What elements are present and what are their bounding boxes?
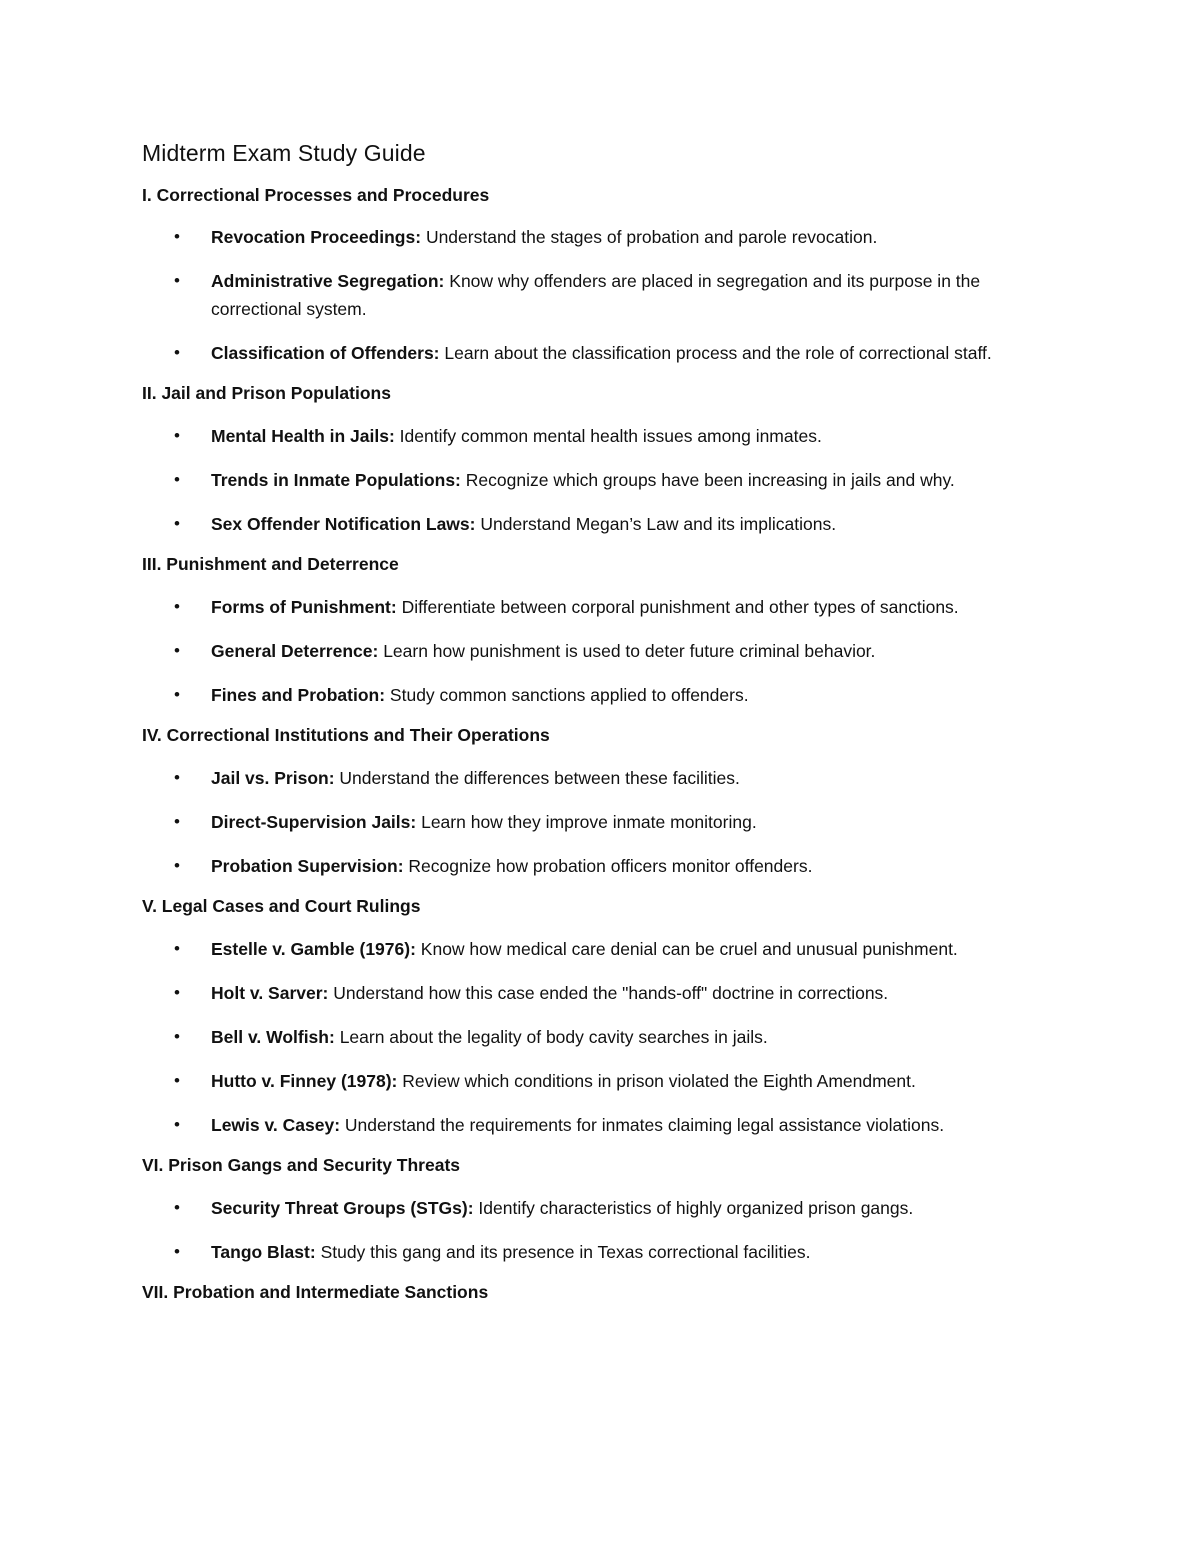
bullet-icon: • <box>174 641 180 661</box>
section-heading: III. Punishment and Deterrence <box>142 554 399 575</box>
item-term: Bell v. Wolfish: <box>211 1026 335 1047</box>
bullet-icon: • <box>174 470 180 490</box>
bullet-icon: • <box>174 343 180 363</box>
bullet-list <box>142 593 1072 709</box>
list-item <box>142 223 1072 251</box>
bullet-icon: • <box>174 426 180 446</box>
item-description: Learn about the legality of body cavity searches in jails. <box>339 1026 768 1047</box>
item-description: Understand how this case ended the "hands-off" doctrine in corrections. <box>333 982 889 1003</box>
bullet-icon: • <box>174 856 180 876</box>
item-term: Classification of Offenders: <box>211 343 440 364</box>
item-description: Learn how punishment is used to deter future criminal behavior. <box>383 641 876 662</box>
sections-container <box>142 185 1072 1304</box>
bullet-list <box>142 223 1072 367</box>
list-item <box>142 339 1072 367</box>
item-term: Lewis v. Casey: <box>211 1114 341 1135</box>
section <box>142 185 1072 368</box>
item-description: Know why offenders are placed in segregation and its purpose in the correctional system. <box>211 271 981 320</box>
list-item <box>142 466 1072 494</box>
item-description: Understand the stages of probation and parole revocation. <box>425 227 878 248</box>
list-item <box>142 852 1072 880</box>
item-term: Trends in Inmate Populations: <box>211 470 461 491</box>
bullet-list <box>142 935 1072 1139</box>
item-description: Recognize how probation officers monitor offenders. <box>408 856 813 877</box>
section <box>142 725 1072 880</box>
item-term: General Deterrence: <box>211 641 379 662</box>
list-item <box>142 808 1072 836</box>
bullet-icon: • <box>174 227 180 247</box>
item-description: Understand Megan’s Law and its implications. <box>480 514 837 535</box>
list-item <box>142 1023 1072 1051</box>
item-term: Security Threat Groups (STGs): <box>211 1197 474 1218</box>
list-item <box>142 1194 1072 1222</box>
bullet-icon: • <box>174 271 180 291</box>
list-item <box>142 1238 1072 1266</box>
item-description: Study common sanctions applied to offenders. <box>389 685 749 706</box>
item-term: Mental Health in Jails: <box>211 426 395 447</box>
list-item <box>142 935 1072 963</box>
item-term: Fines and Probation: <box>211 685 386 706</box>
section-heading: VII. Probation and Intermediate Sanctions <box>142 1281 489 1302</box>
list-item <box>142 422 1072 450</box>
bullet-icon: • <box>174 1026 180 1046</box>
section <box>142 383 1072 538</box>
bullet-icon: • <box>174 1114 180 1134</box>
bullet-icon: • <box>174 1070 180 1090</box>
item-description: Learn about the classification process and the role of correctional staff. <box>444 343 992 364</box>
document-page <box>142 140 1072 1321</box>
bullet-icon: • <box>174 938 180 958</box>
item-term: Direct-Supervision Jails: <box>211 812 417 833</box>
item-description: Identify common mental health issues among inmates. <box>399 426 822 447</box>
list-item <box>142 681 1072 709</box>
item-description: Study this gang and its presence in Texas correctional facilities. <box>320 1241 811 1262</box>
item-term: Administrative Segregation: <box>211 271 445 292</box>
section-heading: V. Legal Cases and Court Rulings <box>142 896 421 917</box>
section <box>142 1155 1072 1266</box>
list-item <box>142 1067 1072 1095</box>
bullet-icon: • <box>174 514 180 534</box>
list-item <box>142 510 1072 538</box>
item-term: Revocation Proceedings: <box>211 227 422 248</box>
list-item <box>142 593 1072 621</box>
item-term: Probation Supervision: <box>211 856 404 877</box>
list-item <box>142 267 1072 323</box>
bullet-icon: • <box>174 982 180 1002</box>
item-term: Jail vs. Prison: <box>211 768 335 789</box>
bullet-icon: • <box>174 1241 180 1261</box>
item-description: Recognize which groups have been increasing in jails and why. <box>465 470 955 491</box>
bullet-icon: • <box>174 812 180 832</box>
section-heading: IV. Correctional Institutions and Their Operations <box>142 725 550 746</box>
section <box>142 1282 1072 1304</box>
item-description: Understand the requirements for inmates claiming legal assistance violations. <box>344 1114 945 1135</box>
section <box>142 554 1072 709</box>
item-term: Estelle v. Gamble (1976): <box>211 938 416 959</box>
list-item <box>142 637 1072 665</box>
bullet-icon: • <box>174 685 180 705</box>
item-description: Learn how they improve inmate monitoring. <box>421 812 757 833</box>
list-item <box>142 979 1072 1007</box>
item-term: Hutto v. Finney (1978): <box>211 1070 398 1091</box>
section-heading: II. Jail and Prison Populations <box>142 383 391 404</box>
item-term: Tango Blast: <box>211 1241 316 1262</box>
bullet-icon: • <box>174 1197 180 1217</box>
bullet-icon: • <box>174 597 180 617</box>
item-term: Sex Offender Notification Laws: <box>211 514 476 535</box>
item-description: Understand the differences between these facilities. <box>339 768 740 789</box>
bullet-list <box>142 1194 1072 1266</box>
list-item <box>142 764 1072 792</box>
list-item <box>142 1111 1072 1139</box>
section <box>142 896 1072 1139</box>
item-description: Know how medical care denial can be cruel and unusual punishment. <box>420 938 958 959</box>
item-term: Holt v. Sarver: <box>211 982 329 1003</box>
section-heading: VI. Prison Gangs and Security Threats <box>142 1154 461 1175</box>
bullet-list <box>142 422 1072 538</box>
section-heading: I. Correctional Processes and Procedures <box>142 184 490 205</box>
item-term: Forms of Punishment: <box>211 597 397 618</box>
item-description: Differentiate between corporal punishment and other types of sanctions. <box>401 597 959 618</box>
document-title: Midterm Exam Study Guide <box>142 140 426 166</box>
bullet-list <box>142 764 1072 880</box>
item-description: Review which conditions in prison violated the Eighth Amendment. <box>402 1070 916 1091</box>
bullet-icon: • <box>174 768 180 788</box>
item-description: Identify characteristics of highly organized prison gangs. <box>478 1197 914 1218</box>
